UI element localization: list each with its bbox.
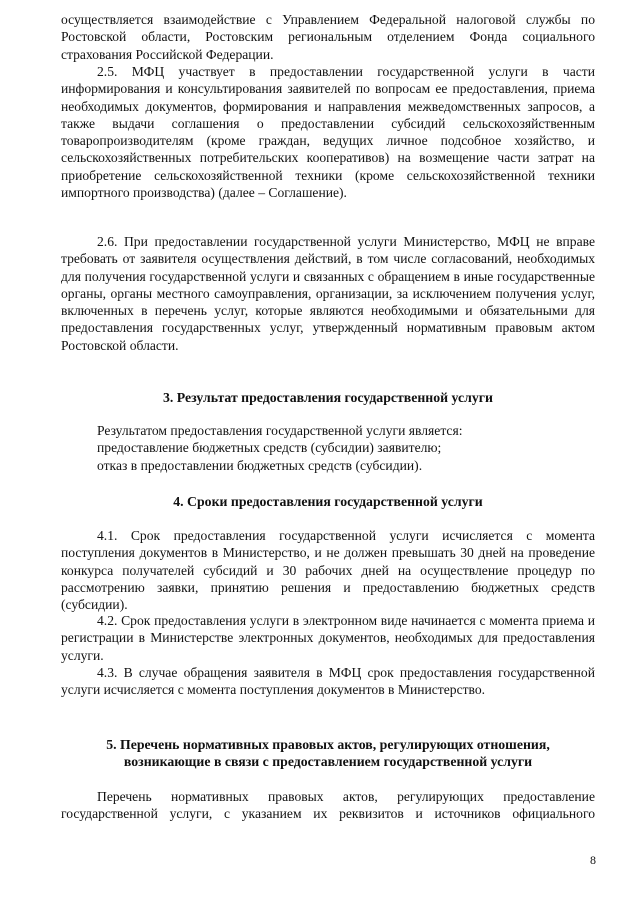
section-4-heading xyxy=(61,493,595,510)
result-line-3: отказ в предоставлении бюджетных средств (субсидии). xyxy=(97,457,423,473)
section-3-heading xyxy=(61,389,595,406)
heading-text: 3. Результат предоставления государственной услуги xyxy=(162,390,494,405)
paragraph-4-3 xyxy=(61,664,595,699)
paragraph-intro xyxy=(61,11,595,63)
text: осуществляется взаимодействие с Управлением Федеральной налоговой службы по Ростовской области, Ростовским региональным отделением Фонда социального страхования Российской Федерации. xyxy=(61,12,595,62)
page-number: 8 xyxy=(590,853,596,867)
text: 4.3. В случае обращения заявителя в МФЦ срок предоставления государственной услуги исчисляется с момента поступления документов в Министерство. xyxy=(61,665,595,698)
paragraph-2-6 xyxy=(61,233,595,354)
paragraph-4-2 xyxy=(61,612,595,664)
text: Перечень нормативных правовых актов, регулирующих предоставление государственной услуги, с указанием их реквизитов и источников официального xyxy=(61,789,595,822)
text: 2.5. МФЦ участвует в предоставлении государственной услуги в части информирования и консультирования заявителей по вопросам ее предоставления, приема необходимых документов, формирования и направления межведомственных запросов, а также выдачи соглашения о предоставлении субсидий сельскохозяйственным товаропроизводителям (кроме граждан, ведущих личное подсобное хозяйство, и сельскохозяйственных потребительских кооперативов) на возмещение части затрат на приобретение сельскохозяйственной техники (кроме сельскохозяйственной техники импортного производства) (далее – Соглашение). xyxy=(61,64,595,201)
heading-line-2: возникающие в связи с предоставлением государственной услуги xyxy=(123,754,533,770)
heading-line-1: 5. Перечень нормативных правовых актов, регулирующих отношения, xyxy=(106,737,550,752)
paragraph-2-5 xyxy=(61,63,595,201)
text: 4.1. Срок предоставления государственной услуги исчисляется с момента поступления документов в Министерство, и не должен превышать 30 дней на проведение конкурса получателей субсидий и 30 рабочих дней на осуществление процедур по рассмотрению заявки, принятию решения и предоставлению бюджетных средств (субсидии). xyxy=(61,528,595,613)
paragraph-4-1 xyxy=(61,527,595,613)
result-line-1: Результатом предоставления государственной услуги является: xyxy=(97,423,463,438)
text: 4.2. Срок предоставления услуги в электронном виде начинается с момента приема и регистрации в Министерстве электронных документов, необходимых для предоставления услуги. xyxy=(61,613,595,663)
paragraph-5 xyxy=(61,788,595,823)
result-list xyxy=(61,422,595,474)
result-line-2: предоставление бюджетных средств (субсидии) заявителю; xyxy=(97,440,442,456)
heading-text: 4. Сроки предоставления государственной услуги xyxy=(173,494,483,509)
text: 2.6. При предоставлении государственной услуги Министерство, МФЦ не вправе требовать от заявителя осуществления действий, в том числе согласований, необходимых для получения государственной услуги и связанных с обращением в иные государственные органы, органы местного самоуправления, организации, за исключением получения услуг, включенных в перечень услуг, которые являются необходимыми и обязательными для предоставления государственных услуг, утвержденный нормативным правовым актом Ростовской области. xyxy=(61,234,595,353)
section-5-heading xyxy=(61,736,595,771)
